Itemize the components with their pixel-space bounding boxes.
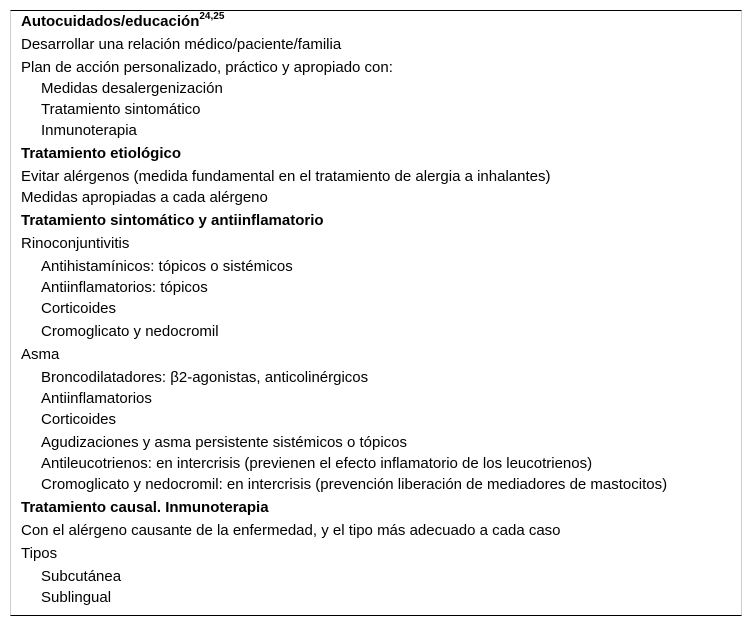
table-subrow: Cromoglicato y nedocromil	[41, 323, 219, 340]
table-subrow: Corticoides	[41, 300, 117, 317]
section-heading: Autocuidados/educación$^{24,25}$	[21, 11, 225, 30]
table-subrow: Tratamiento sintomático	[41, 101, 201, 118]
table-row: Asma	[21, 346, 60, 363]
table-subrow: Agudizaciones y asma persistente sistémicos o tópicos	[41, 434, 408, 451]
table-subrow: Antiinflamatorios	[41, 390, 152, 407]
section-heading: Tratamiento etiológico	[21, 145, 182, 162]
table-row: Desarrollar una relación médico/paciente/familia	[21, 36, 342, 53]
table-subrow: Broncodilatadores: β2-agonistas, anticolinérgicos	[41, 369, 369, 386]
table-row: Tipos	[21, 545, 58, 562]
table-row: Rinoconjuntivitis	[21, 235, 130, 252]
section-heading: Tratamiento causal. Inmunoterapia	[21, 499, 269, 516]
table-subrow: Antileucotrienos: en intercrisis (previenen el efecto inflamatorio de los leucotrienos)	[41, 455, 593, 472]
table-row: Medidas apropiadas a cada alérgeno	[21, 189, 268, 206]
section-heading: Tratamiento sintomático y antiinflamatorio	[21, 212, 324, 229]
reference-superscript: 24,25	[199, 11, 225, 22]
table-row: Con el alérgeno causante de la enfermedad, y el tipo más adecuado a cada caso	[21, 522, 561, 539]
table-row: Plan de acción personalizado, práctico y apropiado con:	[21, 59, 393, 76]
table-subrow: Antiinflamatorios: tópicos	[41, 279, 208, 296]
table-subrow: Sublingual	[41, 589, 112, 606]
table-rows	[21, 11, 741, 606]
table-subrow: Corticoides	[41, 411, 117, 428]
table-subrow: Inmunoterapia	[41, 122, 137, 139]
table-subrow: Medidas desalergenización	[41, 80, 223, 97]
table-row: Evitar alérgenos (medida fundamental en el tratamiento de alergia a inhalantes)	[21, 168, 551, 185]
table-subrow: Cromoglicato y nedocromil: en intercrisis (prevención liberación de mediadores de mastocitos)	[41, 476, 668, 493]
table-subrow: Antihistamínicos: tópicos o sistémicos	[41, 258, 293, 275]
treatment-table	[10, 10, 742, 616]
table-subrow: Subcutánea	[41, 568, 122, 585]
